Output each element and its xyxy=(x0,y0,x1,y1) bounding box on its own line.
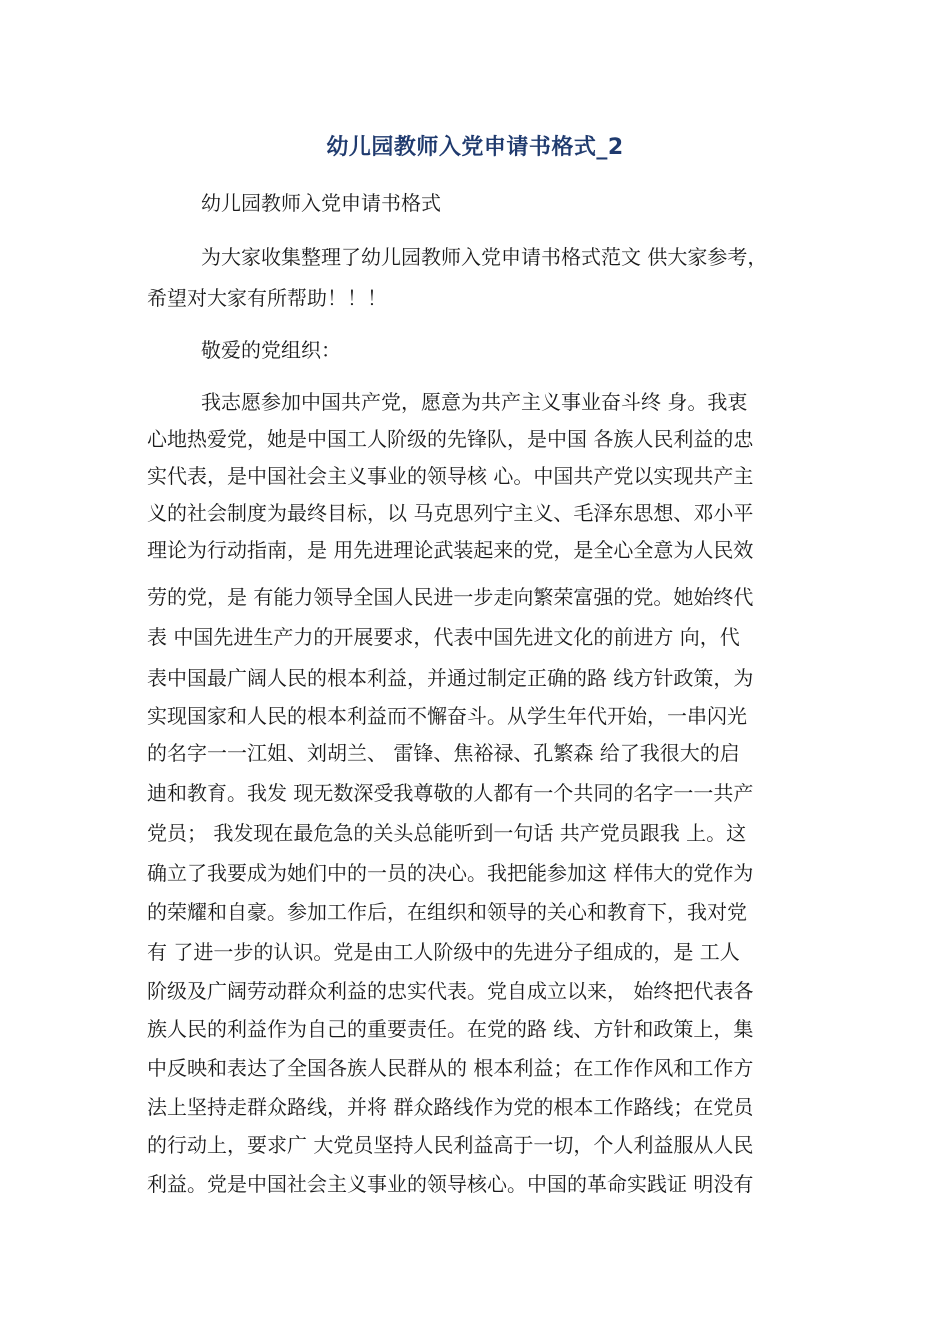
body-line: 表中国最广阔人民的根本利益，并通过制定正确的路 线方针政策，为 xyxy=(147,666,754,690)
intro-line-1: 为大家收集整理了幼儿园教师入党申请书格式范文 供大家参考， xyxy=(201,245,768,269)
document-title: 幼儿园教师入党申请书格式_2 xyxy=(326,135,624,160)
body-line: 心地热爱党，她是中国工人阶级的先锋队，是中国 各族人民利益的忠 xyxy=(147,427,754,451)
salutation-line: 敬爱的党组织： xyxy=(201,338,341,362)
body-line: 利益。党是中国社会主义事业的领导核心。中国的革命实践证 明没有 xyxy=(147,1172,754,1196)
subtitle-line: 幼儿园教师入党申请书格式 xyxy=(201,191,441,215)
body-line: 我志愿参加中国共产党，愿意为共产主义事业奋斗终 身。我衷 xyxy=(201,390,748,414)
body-line: 理论为行动指南，是 用先进理论武装起来的党，是全心全意为人民效 xyxy=(147,538,754,562)
body-line: 有 了进一步的认识。党是由工人阶级中的先进分子组成的，是 工人 xyxy=(147,940,740,964)
body-line: 党员； 我发现在最危急的关头总能听到一句话 共产党员跟我 上。这 xyxy=(147,821,747,845)
body-line: 劳的党，是 有能力领导全国人民进一步走向繁荣富强的党。她始终代 xyxy=(147,585,754,609)
body-line: 实代表，是中国社会主义事业的领导核 心。中国共产党以实现共产主 xyxy=(147,464,754,488)
body-line: 的名字一一江姐、刘胡兰、 雷锋、焦裕禄、孔繁森 给了我很大的启 xyxy=(147,741,740,765)
body-line: 迪和教育。我发 现无数深受我尊敬的人都有一个共同的名字一一共产 xyxy=(147,781,754,805)
body-line: 义的社会制度为最终目标，以 马克思列宁主义、毛泽东思想、邓小平 xyxy=(147,501,754,525)
body-line: 阶级及广阔劳动群众利益的忠实代表。党自成立以来， 始终把代表各 xyxy=(147,979,754,1003)
body-line: 实现国家和人民的根本利益而不懈奋斗。从学生年代开始，一串闪光 xyxy=(147,704,747,728)
body-line: 的荣耀和自豪。参加工作后，在组织和领导的关心和教育下，我对党 xyxy=(147,900,747,924)
intro-line-2: 希望对大家有所帮助！！！ xyxy=(147,286,387,310)
body-line: 的行动上，要求广 大党员坚持人民利益高于一切，个人利益服从人民 xyxy=(147,1133,754,1157)
body-line: 中反映和表达了全国各族人民群从的 根本利益；在工作作风和工作方 xyxy=(147,1056,754,1080)
body-line: 法上坚持走群众路线，并将 群众路线作为党的根本工作路线；在党员 xyxy=(147,1095,754,1119)
body-line: 确立了我要成为她们中的一员的决心。我把能参加这 样伟大的党作为 xyxy=(147,861,754,885)
body-line: 族人民的利益作为自己的重要责任。在党的路 线、方针和政策上，集 xyxy=(147,1017,754,1041)
body-line: 表 中国先进生产力的开展要求，代表中国先进文化的前进方 向，代 xyxy=(147,625,740,649)
